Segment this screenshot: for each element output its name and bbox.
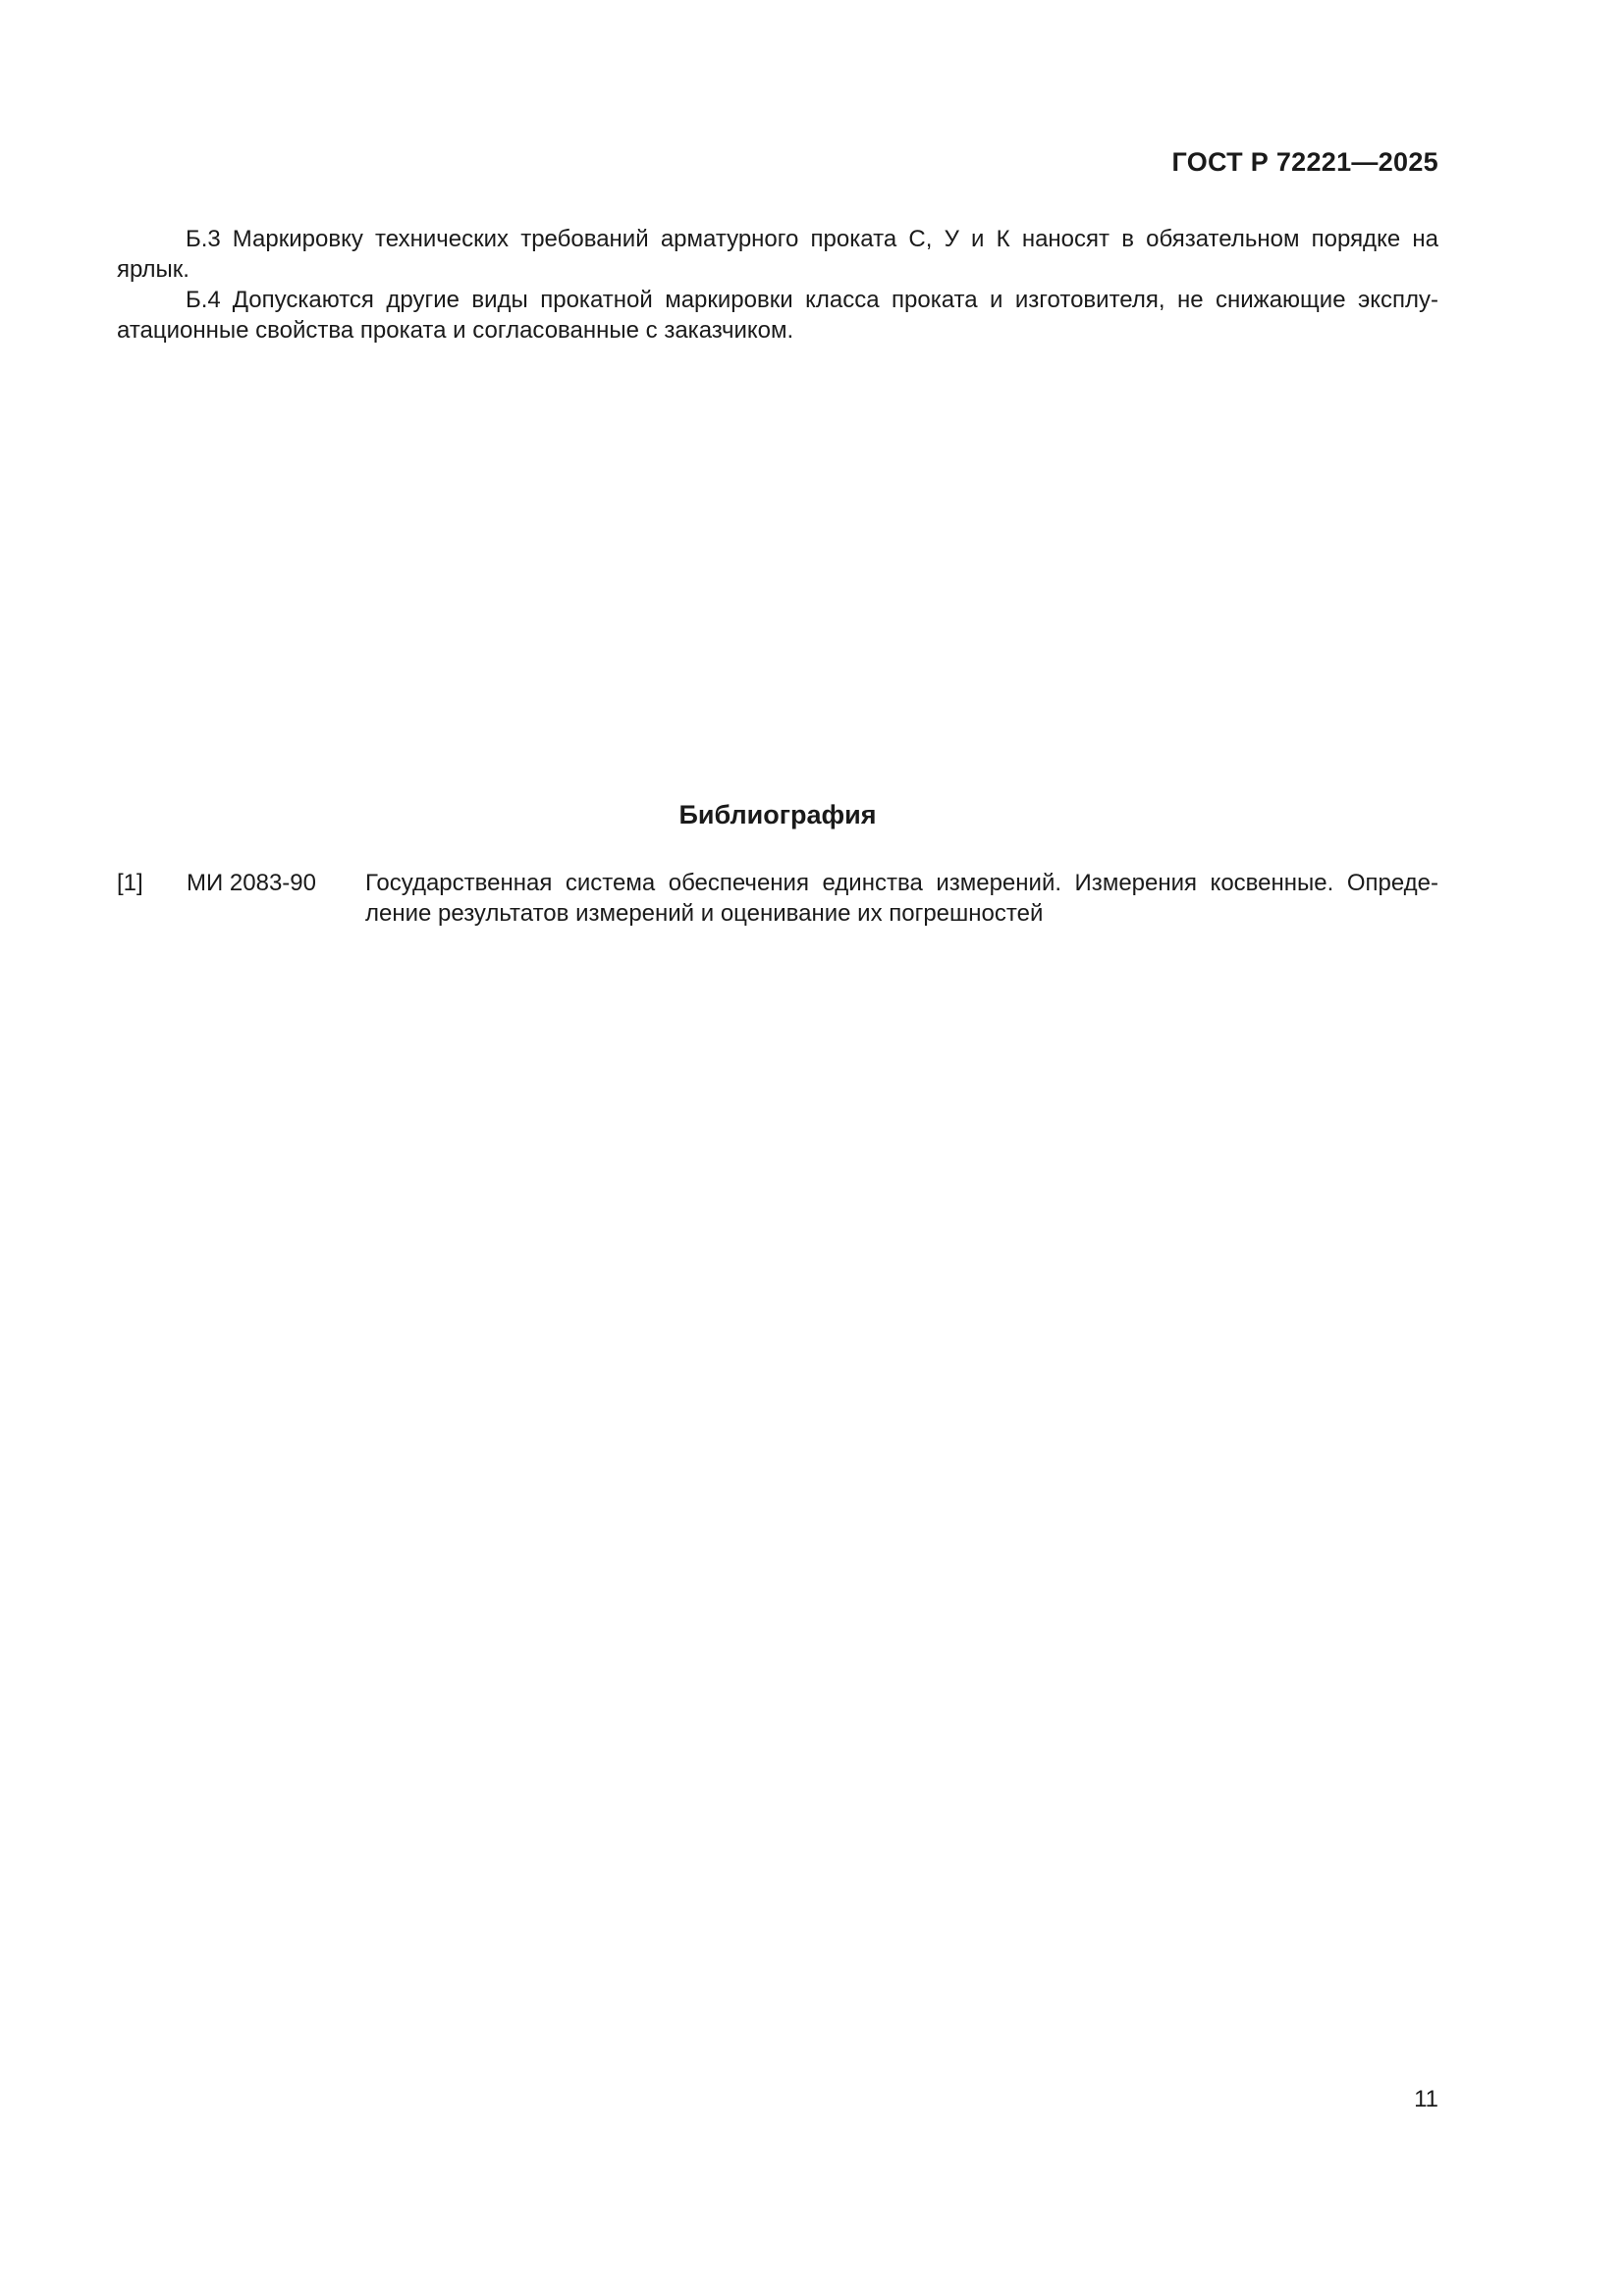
paragraph-b3 [117, 224, 1438, 285]
bibliography-entry-description: Государственная система обеспечения единства измерений. Измерения косвенные. Определение результатов измерений и оценивание их погрешностей [365, 870, 1438, 927]
paragraph-text: Маркировку технических требований арматурного проката С, У и К наносят в обязательном порядке на ярлык. [117, 226, 1438, 283]
bibliography-entry-document: МИ 2083-90 [187, 870, 316, 896]
paragraph-number: Б.4 [186, 287, 221, 313]
paragraphs-section [117, 224, 1438, 346]
bibliography-entry-number: [1] [117, 870, 143, 896]
paragraph-text: Допускаются другие виды прокатной маркировки класса проката и изготовителя, не снижающие эксплуатационные свойства проката и согласованные с заказчиком. [117, 287, 1438, 344]
page-header-standard-code: ГОСТ Р 72221—2025 [1171, 147, 1438, 177]
bibliography-entry [117, 868, 1438, 929]
bibliography-title: Библиография [678, 800, 877, 829]
page-number: 11 [1414, 2086, 1438, 2112]
paragraph-number: Б.3 [186, 226, 221, 252]
paragraph-b4 [117, 285, 1438, 346]
